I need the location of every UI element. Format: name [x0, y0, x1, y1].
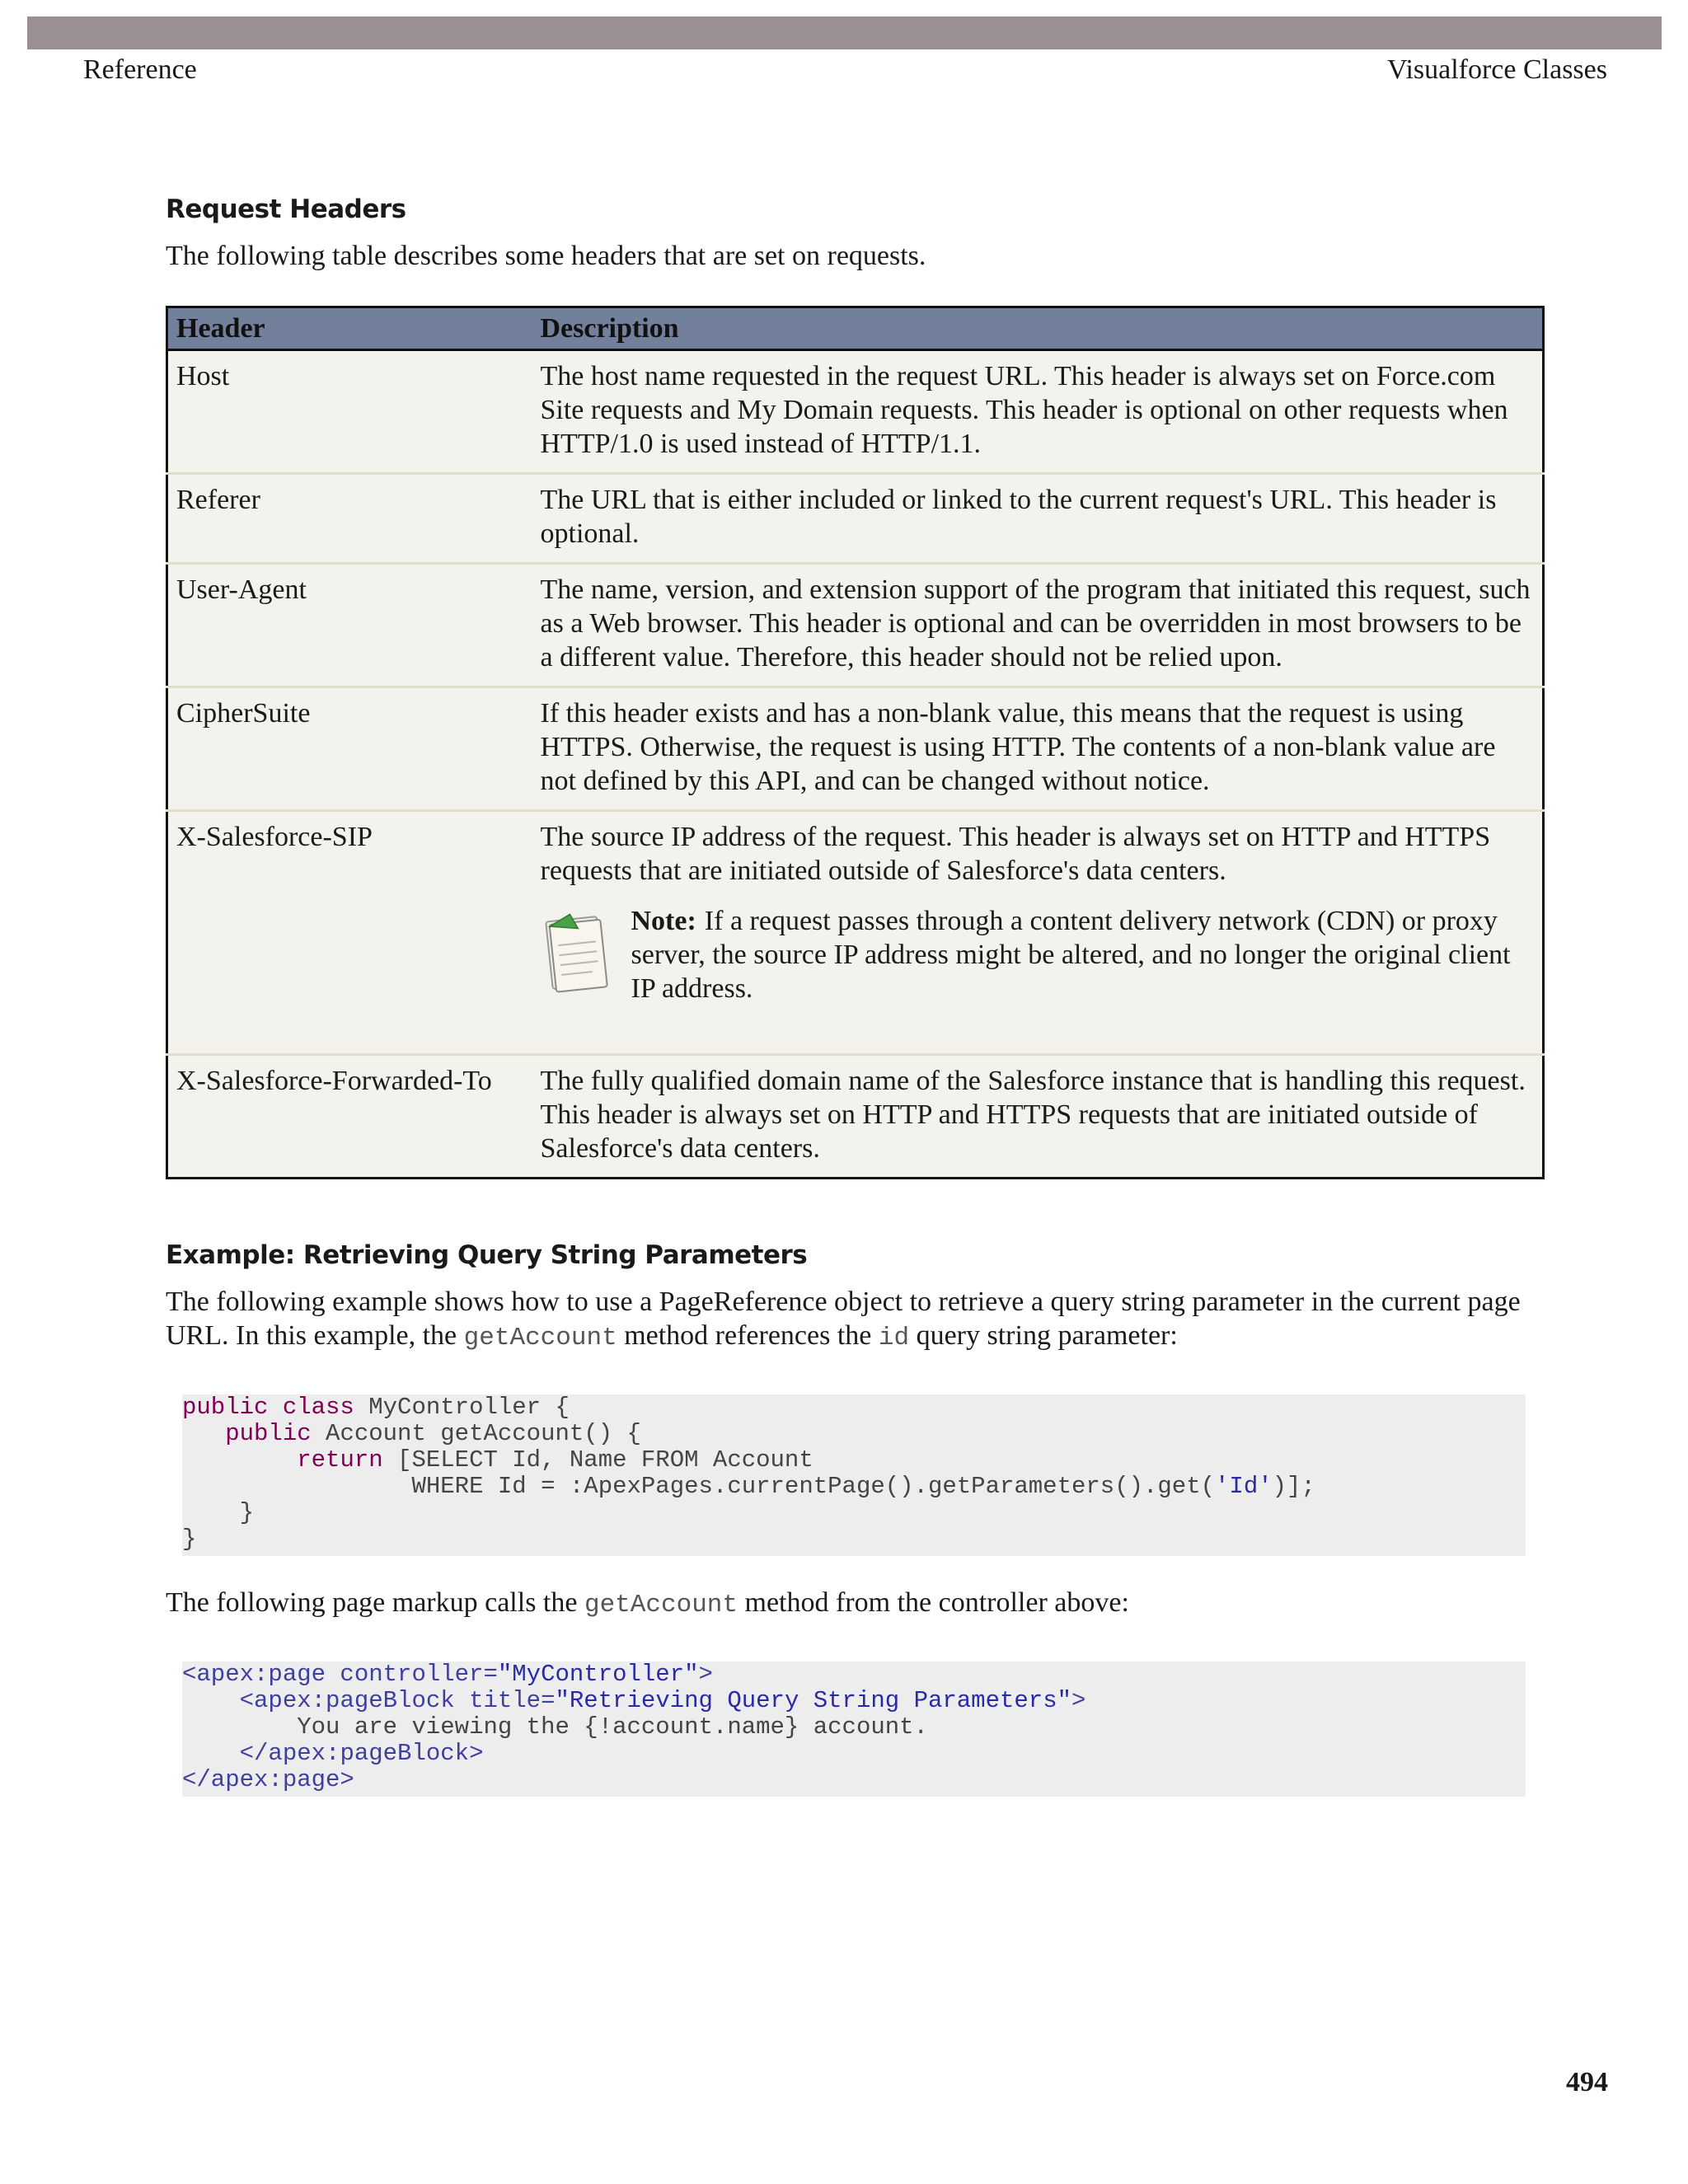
- code-text: WHERE Id = :ApexPages.currentPage().getParameters().get(: [411, 1473, 1216, 1500]
- code-keyword: public class: [182, 1394, 354, 1421]
- header-name: User-Agent: [167, 564, 532, 687]
- markup-intro: [166, 1586, 1544, 1622]
- code-tag: </apex:page>: [182, 1766, 354, 1793]
- example-intro-text: query string parameter:: [909, 1320, 1178, 1351]
- table-row: [167, 564, 1544, 687]
- top-bar: [27, 16, 1662, 49]
- header-description: The host name requested in the request URL. This header is always set on Force.com Site requests and My Domain requests. This header is optional on other requests when HTTP/1.0 is used instead of HTTP/1.1.: [532, 350, 1544, 474]
- markup-intro-text: The following page markup calls the: [166, 1587, 584, 1618]
- table-row: [167, 687, 1544, 811]
- example-intro-text: The following example shows how to use a PageReference object to retrieve a query string parameter in the current page URL. In this example, the: [166, 1286, 1521, 1351]
- header-description-cell: [532, 811, 1544, 1055]
- note-callout: [541, 904, 1536, 1005]
- inline-code: getAccount: [584, 1591, 738, 1619]
- running-header-right: Visualforce Classes: [1386, 54, 1607, 85]
- inline-code: id: [878, 1324, 910, 1352]
- code-text: MyController {: [354, 1394, 570, 1421]
- code-text: [SELECT Id, Name FROM Account: [382, 1446, 814, 1474]
- code-keyword: public: [225, 1420, 312, 1447]
- header-description: The source IP address of the request. This header is always set on HTTP and HTTPS requests that are initiated outside of Salesforce's data centers.: [540, 822, 1491, 886]
- header-name: Referer: [167, 474, 532, 564]
- markup-code-block: [182, 1661, 1526, 1797]
- code-text: }: [239, 1499, 255, 1526]
- page-number: 494: [1566, 2067, 1608, 2097]
- code-text: You are viewing the {!account.name} account.: [297, 1713, 928, 1741]
- note-label: Note:: [631, 906, 696, 936]
- header-description: The name, version, and extension support of the program that initiated this request, such as a Web browser. This header is optional and can be overridden in most browsers to be a different value. Therefore, this header should not be relied upon.: [532, 564, 1544, 687]
- table-row: [167, 350, 1544, 474]
- apex-code-block: [182, 1394, 1526, 1556]
- header-description: The fully qualified domain name of the Salesforce instance that is handling this request. This header is always set on HTTP and HTTPS requests that are initiated outside of Salesforce's data centers.: [532, 1055, 1544, 1179]
- header-name: Host: [167, 350, 532, 474]
- markup-intro-text: method from the controller above:: [738, 1587, 1129, 1618]
- header-name: CipherSuite: [167, 687, 532, 811]
- note-text: If a request passes through a content delivery network (CDN) or proxy server, the source IP address might be altered, and no longer the original client IP address.: [631, 906, 1511, 1004]
- code-tag: >: [1071, 1687, 1086, 1714]
- table-header-row: [167, 307, 1544, 350]
- code-tag: <apex:page controller=: [182, 1661, 498, 1688]
- inline-code: getAccount: [463, 1324, 617, 1352]
- page-content: [166, 194, 1544, 1797]
- column-header-description: Description: [532, 307, 1544, 350]
- table-row: [167, 1055, 1544, 1179]
- header-description: The URL that is either included or linked to the current request's URL. This header is optional.: [532, 474, 1544, 564]
- code-text: )];: [1272, 1473, 1315, 1500]
- header-name: X-Salesforce-Forwarded-To: [167, 1055, 532, 1179]
- request-headers-heading: Request Headers: [166, 194, 406, 224]
- example-intro-text: method references the: [617, 1320, 879, 1351]
- code-string: "Retrieving Query String Parameters": [555, 1687, 1072, 1714]
- request-headers-intro: The following table describes some headers that are set on requests.: [166, 241, 926, 271]
- header-name: X-Salesforce-SIP: [167, 811, 532, 1055]
- note-text-block: [631, 904, 1536, 1005]
- code-keyword: return: [297, 1446, 383, 1474]
- code-text: Account getAccount() {: [311, 1420, 641, 1447]
- code-string: "MyController": [497, 1661, 699, 1688]
- code-tag: <apex:pageBlock title=: [239, 1687, 556, 1714]
- code-text: }: [182, 1526, 197, 1553]
- example-heading: Example: Retrieving Query String Parameters: [166, 1240, 808, 1270]
- column-header-header: Header: [167, 307, 532, 350]
- note-icon: [541, 907, 631, 1001]
- table-row: [167, 811, 1544, 1055]
- example-intro: [166, 1285, 1544, 1355]
- request-headers-table: [166, 306, 1545, 1179]
- header-description: If this header exists and has a non-blank value, this means that the request is using HTTPS. Otherwise, the request is using HTTP. The contents of a non-blank value are not defined by this API, and can be changed without notice.: [532, 687, 1544, 811]
- code-string: 'Id': [1215, 1473, 1273, 1500]
- table-row: [167, 474, 1544, 564]
- code-tag: >: [698, 1661, 713, 1688]
- code-tag: </apex:pageBlock>: [239, 1740, 484, 1767]
- running-header-left: Reference: [83, 54, 197, 85]
